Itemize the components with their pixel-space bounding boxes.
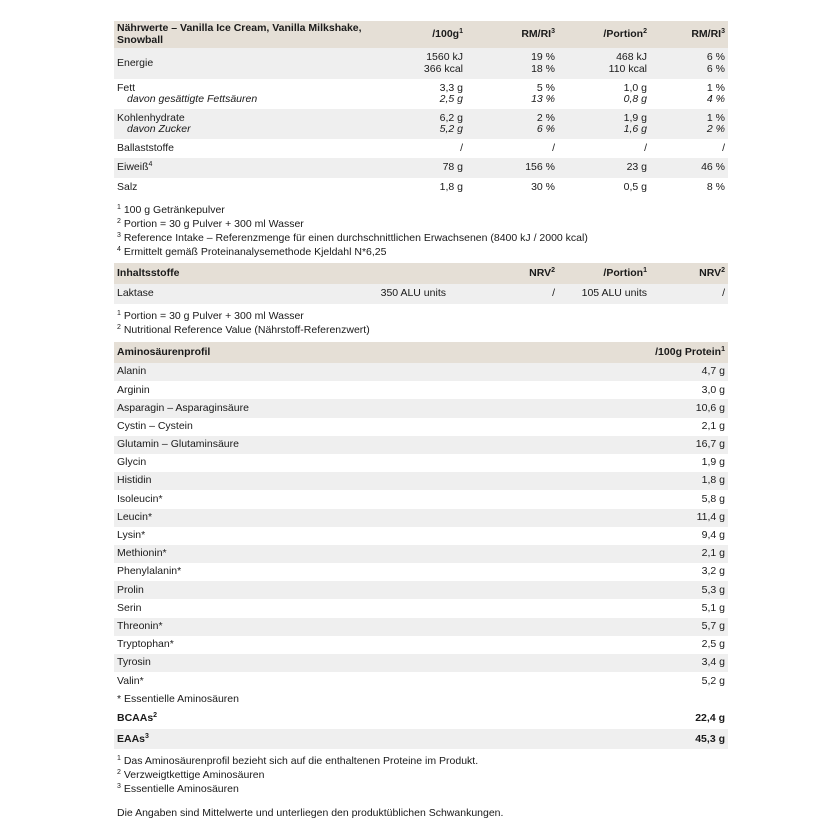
nutrition-header-rm1: $RM/RI^3$	[466, 21, 558, 48]
ingredients-header-title: Inhaltsstoffe	[114, 263, 374, 284]
amino-name: Tryptophan*	[117, 638, 174, 651]
essential-note: * Essentielle Aminosäuren	[117, 692, 239, 705]
ingredients-header-nrv1: NRV$^2$	[449, 263, 558, 284]
amino-value: 5,1 g	[701, 601, 725, 614]
amino-value: 2,1 g	[701, 419, 725, 432]
footnote: $^3$ Reference Intake – Referenzmenge für einen durchschnittlichen Erwachsenen (8400 kJ / 2000 kcal)	[117, 232, 588, 244]
amino-row	[114, 363, 728, 381]
amino-row	[114, 381, 728, 399]
ingredients-header-portion: /Portion$^1$	[558, 263, 650, 284]
amino-value: 3,2 g	[701, 565, 725, 578]
footnote: $^3$ Essentielle Aminosäuren	[117, 783, 239, 796]
row-label: Kohlenhydrate davon Zucker	[114, 109, 374, 139]
amino-name: Threonin*	[114, 618, 574, 636]
row-label: Salz	[117, 181, 138, 194]
row-label: Laktase	[114, 284, 374, 304]
cell: 1 % 2 %	[650, 109, 728, 139]
amino-row	[114, 527, 728, 545]
row-energie	[114, 48, 728, 79]
disclaimer: Die Angaben sind Mittelwerte und unterliegen den produktüblichen Schwankungen.	[117, 807, 504, 820]
row-label: EAAs$^3$	[114, 729, 574, 749]
amino-value: 5,7 g	[574, 618, 728, 636]
amino-name: Valin*	[117, 674, 144, 687]
cell: 23 g	[558, 158, 650, 178]
amino-name: Glutamin – Glutaminsäure	[114, 436, 574, 454]
amino-row	[114, 545, 728, 563]
amino-row	[114, 672, 728, 690]
amino-row	[114, 418, 728, 436]
amino-name: Asparagin – Asparaginsäure	[114, 399, 574, 417]
amino-row	[114, 636, 728, 654]
amino-name: Lysin*	[117, 529, 146, 542]
footnote: $^2$ Portion = 30 g Pulver + 300 ml Wasser	[117, 218, 304, 230]
cell: 6 % 6 %	[650, 48, 728, 79]
amino-row	[114, 472, 728, 490]
amino-rows	[114, 363, 728, 690]
row-salz	[114, 178, 728, 198]
cell: 3,3 g 2,5 g	[439, 81, 463, 105]
nutrition-sheet	[114, 21, 728, 820]
row-label: Fett davon gesättigte Fettsäuren	[117, 81, 258, 105]
amino-row	[114, 509, 728, 527]
amino-value: 1,9 g	[701, 456, 725, 469]
amino-name: Alanin	[114, 363, 574, 381]
cell: 156 %	[466, 158, 558, 178]
cell: 6,2 g 5,2 g	[374, 109, 466, 139]
amino-value: 9,4 g	[701, 529, 725, 542]
amino-name: Histidin	[114, 472, 574, 490]
amino-name: Cystin – Cystein	[117, 419, 193, 432]
row-fett	[114, 79, 728, 109]
footnote: $^2$ Verzweigtkettige Aminosäuren	[117, 769, 265, 782]
amino-table	[114, 342, 728, 749]
cell: /	[449, 284, 558, 304]
amino-name: Methionin*	[114, 545, 574, 563]
amino-row	[114, 490, 728, 508]
cell: 0,5 g	[623, 181, 647, 194]
footnote: $^1$ 100 g Getränkepulver	[117, 204, 225, 216]
row-label: Ballaststoffe	[117, 141, 175, 154]
essential-note-row	[114, 690, 728, 708]
footnote: $^1$ Das Aminosäurenprofil bezieht sich auf die enthaltenen Proteine im Produkt.	[117, 755, 479, 768]
row-kohlenhydrate	[114, 109, 728, 139]
cell: 46 %	[650, 158, 728, 178]
amino-value: 10,6 g	[574, 399, 728, 417]
cell: /	[552, 141, 555, 154]
amino-name: Phenylalanin*	[117, 565, 182, 578]
cell: 1,9 g 1,6 g	[558, 109, 650, 139]
ingredients-header-nrv2: NRV$^2$	[650, 263, 728, 284]
nutrition-header-rm2: $RM/RI^3$	[650, 21, 728, 48]
row-label: Eiweiß$^4$	[114, 158, 374, 178]
amino-name: Glycin	[117, 456, 147, 469]
row-label: BCAAs$^2$	[117, 712, 158, 725]
amino-value: 1,8 g	[574, 472, 728, 490]
ingredients-header-blank	[374, 263, 449, 284]
amino-value: 2,5 g	[701, 638, 725, 651]
amino-value: 5,2 g	[701, 674, 725, 687]
cell: /	[650, 284, 728, 304]
cell: 1 % 4 %	[706, 81, 725, 105]
row-laktase	[114, 284, 728, 304]
amino-row	[114, 563, 728, 581]
ingredients-header-row	[114, 263, 728, 284]
cell: 5 % 13 %	[531, 81, 555, 105]
amino-value: 3,0 g	[701, 383, 725, 396]
row-eiweiss	[114, 158, 728, 178]
amino-value: 11,4 g	[574, 509, 728, 527]
cell: 30 %	[531, 181, 555, 194]
nutrition-header-100g: $/100g^1$	[374, 21, 466, 48]
footnote: $^1$ Portion = 30 g Pulver + 300 ml Wasser	[117, 310, 304, 322]
amino-row	[114, 581, 728, 599]
amino-name: Arginin	[117, 383, 150, 396]
amino-row	[114, 454, 728, 472]
cell: 78 g	[374, 158, 466, 178]
amino-row	[114, 599, 728, 617]
amino-name: Serin	[117, 601, 142, 614]
amino-name: Isoleucin*	[117, 492, 163, 505]
amino-row	[114, 436, 728, 454]
cell: 22,4 g	[695, 712, 725, 725]
cell: 1,0 g 0,8 g	[623, 81, 647, 105]
row-label: Energie	[114, 48, 374, 79]
amino-name: Leucin*	[114, 509, 574, 527]
amino-row	[114, 399, 728, 417]
cell: 468 kJ 110 kcal	[558, 48, 650, 79]
cell: 45,3 g	[574, 729, 728, 749]
footnote: $^4$ Ermittelt gemäß Proteinanalysemethode Kjeldahl N*6,25	[117, 246, 387, 258]
row-eaa	[114, 729, 728, 749]
nutrition-table	[114, 21, 728, 198]
amino-row	[114, 618, 728, 636]
cell: 105 ALU units	[558, 284, 650, 304]
amino-name: Prolin	[114, 581, 574, 599]
cell: 8 %	[706, 181, 725, 194]
amino-value: 5,3 g	[574, 581, 728, 599]
ingredients-table	[114, 263, 728, 304]
cell: 1,8 g	[439, 181, 463, 194]
nutrition-footnotes	[114, 203, 728, 259]
amino-value: 2,1 g	[574, 545, 728, 563]
nutrition-header-portion: /Portion$^2$	[558, 21, 650, 48]
cell: /	[644, 141, 647, 154]
amino-header-title: Aminosäurenprofil	[114, 342, 574, 363]
amino-footnotes	[114, 754, 728, 796]
amino-value: 3,4 g	[574, 654, 728, 672]
cell: /	[722, 141, 725, 154]
cell: /	[460, 141, 463, 154]
amino-row	[114, 654, 728, 672]
amino-header-value: /100g Protein$^1$	[574, 342, 728, 363]
row-ballaststoffe	[114, 139, 728, 158]
amino-value: 4,7 g	[574, 363, 728, 381]
cell: 1560 kJ 366 kcal	[374, 48, 466, 79]
ingredients-footnotes	[114, 309, 728, 337]
amino-value: 5,8 g	[701, 492, 725, 505]
row-bcaa	[114, 708, 728, 729]
amino-header-row	[114, 342, 728, 363]
amino-name: Tyrosin	[114, 654, 574, 672]
amino-value: 16,7 g	[574, 436, 728, 454]
cell: 2 % 6 %	[466, 109, 558, 139]
cell: 350 ALU units	[374, 284, 449, 304]
cell: 19 % 18 %	[466, 48, 558, 79]
nutrition-header-row	[114, 21, 728, 48]
nutrition-header-title: Nährwerte – Vanilla Ice Cream, Vanilla Milkshake, Snowball	[114, 21, 374, 48]
footnote: $^2$ Nutritional Reference Value (Nährstoff-Referenzwert)	[117, 324, 370, 336]
